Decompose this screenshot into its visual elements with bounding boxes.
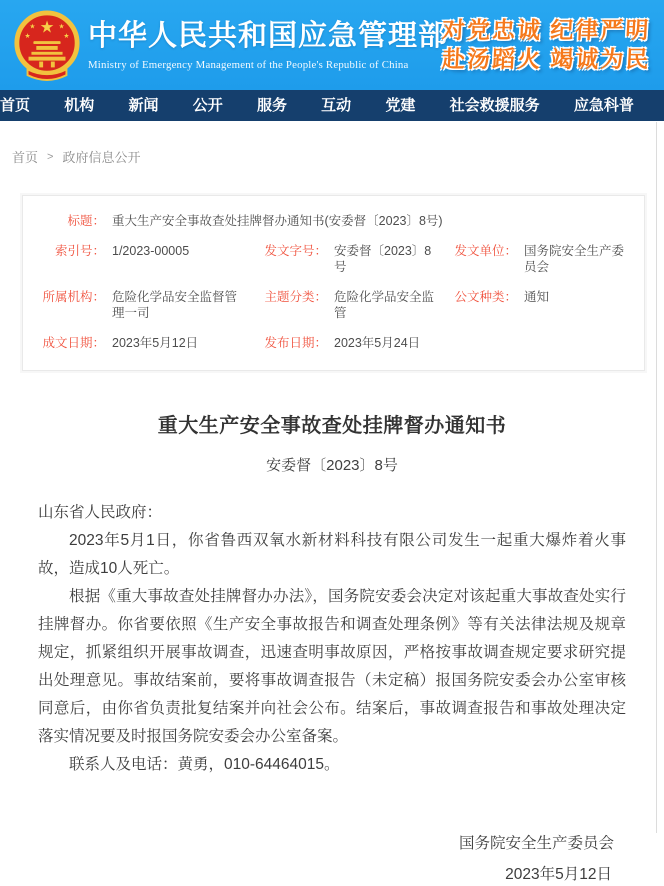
meta-title-value: 重大生产安全事故查处挂牌督办通知书(安委督〔2023〕8号) xyxy=(112,214,443,228)
page-title: 重大生产安全事故查处挂牌督办通知书 xyxy=(157,415,507,437)
meta-topic-label: 主题分类： xyxy=(264,290,327,304)
breadcrumb-separator-icon: > xyxy=(47,150,54,163)
slogan-line-2: 赴汤蹈火 竭诚为民 xyxy=(440,46,651,72)
breadcrumb xyxy=(0,121,664,166)
signature-organization: 国务院安全生产委员会 xyxy=(458,835,614,852)
meta-issuing-unit-label: 发文单位： xyxy=(454,244,517,258)
svg-text:★: ★ xyxy=(29,22,36,31)
meta-title-label: 标题： xyxy=(67,214,105,228)
site-header xyxy=(0,0,664,90)
meta-index-no-label: 索引号： xyxy=(54,244,105,258)
svg-text:★: ★ xyxy=(58,22,65,31)
svg-text:★: ★ xyxy=(24,32,31,41)
meta-doc-no-label: 发文字号： xyxy=(264,244,327,258)
signature-block xyxy=(0,833,664,886)
svg-text:★: ★ xyxy=(39,17,55,37)
meta-publish-date-value: 2023年5月24日 xyxy=(334,336,421,350)
main-nav xyxy=(0,90,664,121)
signature-date: 2023年5月12日 xyxy=(505,866,612,883)
national-emblem-icon xyxy=(12,9,82,83)
breadcrumb-home[interactable]: 首页 xyxy=(12,150,39,165)
meta-doc-type-label: 公文种类： xyxy=(454,290,517,304)
document-meta-box xyxy=(22,195,645,371)
nav-item-social-rescue[interactable]: 社会救援服务 xyxy=(449,97,540,114)
nav-item-disclosure[interactable]: 公开 xyxy=(192,97,223,114)
nav-item-emergency-science[interactable]: 应急科普 xyxy=(573,97,634,114)
paragraph-contact: 联系人及电话：黄勇，010-64464015。 xyxy=(69,756,340,773)
meta-topic-value: 危险化学品安全监管 xyxy=(334,290,435,320)
meta-doc-type-value: 通知 xyxy=(524,290,550,304)
salutation: 山东省人民政府： xyxy=(38,504,163,521)
slogan-line-1: 对党忠诚 纪律严明 xyxy=(440,17,651,43)
meta-written-date-value: 2023年5月12日 xyxy=(112,336,199,350)
svg-text:★: ★ xyxy=(63,32,70,41)
nav-item-organization[interactable]: 机构 xyxy=(64,97,95,114)
site-brand xyxy=(88,19,449,71)
breadcrumb-current[interactable]: 政府信息公开 xyxy=(62,150,141,165)
meta-issuing-unit-value: 国务院安全生产委员会 xyxy=(524,244,625,274)
nav-item-news[interactable]: 新闻 xyxy=(128,97,159,114)
meta-index-no-value: 1/2023-00005 xyxy=(112,244,190,258)
page-right-border xyxy=(656,122,657,833)
paragraph: 根据《重大事故查处挂牌督办办法》，国务院安委会决定对该起重大事故查处实行挂牌督办。你省要依照《生产安全事故报告和调查处理条例》等有关法律法规及规章规定，抓紧组织开展事故调查，迅速查明事故原因，严格按事故调查规定要求研究提出处理意见。事故结案前，要将事故调查报告（未定稿）报国务院安委会办公室审核同意后，由你省负责批复结案并向社会公布。结案后，事故调查报告和事故处理决定落实情况要及时报国务院安委会办公室备案。 xyxy=(38,588,626,745)
nav-item-home[interactable]: 首页 xyxy=(0,97,31,114)
nav-item-services[interactable]: 服务 xyxy=(256,97,287,114)
site-title: 中华人民共和国应急管理部 xyxy=(88,20,449,52)
meta-department-value: 危险化学品安全监督管理一司 xyxy=(112,290,238,320)
article-body xyxy=(38,499,626,779)
document-number: 安委督〔2023〕8号 xyxy=(266,457,398,474)
nav-item-interaction[interactable]: 互动 xyxy=(321,97,352,114)
site-subtitle-en: Ministry of Emergency Management of the People's Republic of China xyxy=(88,59,409,71)
paragraph: 2023年5月1日，你省鲁西双氧水新材料科技有限公司发生一起重大爆炸着火事故，造成10人死亡。 xyxy=(38,532,626,577)
meta-department-label: 所属机构： xyxy=(42,290,105,304)
site-logo[interactable] xyxy=(12,9,82,83)
header-slogan xyxy=(442,16,654,74)
meta-publish-date-label: 发布日期： xyxy=(264,336,327,350)
document-article xyxy=(0,409,664,886)
meta-doc-no-value: 安委督〔2023〕8号 xyxy=(334,244,432,274)
meta-written-date-label: 成文日期： xyxy=(42,336,105,350)
nav-item-party-building[interactable]: 党建 xyxy=(385,97,416,114)
